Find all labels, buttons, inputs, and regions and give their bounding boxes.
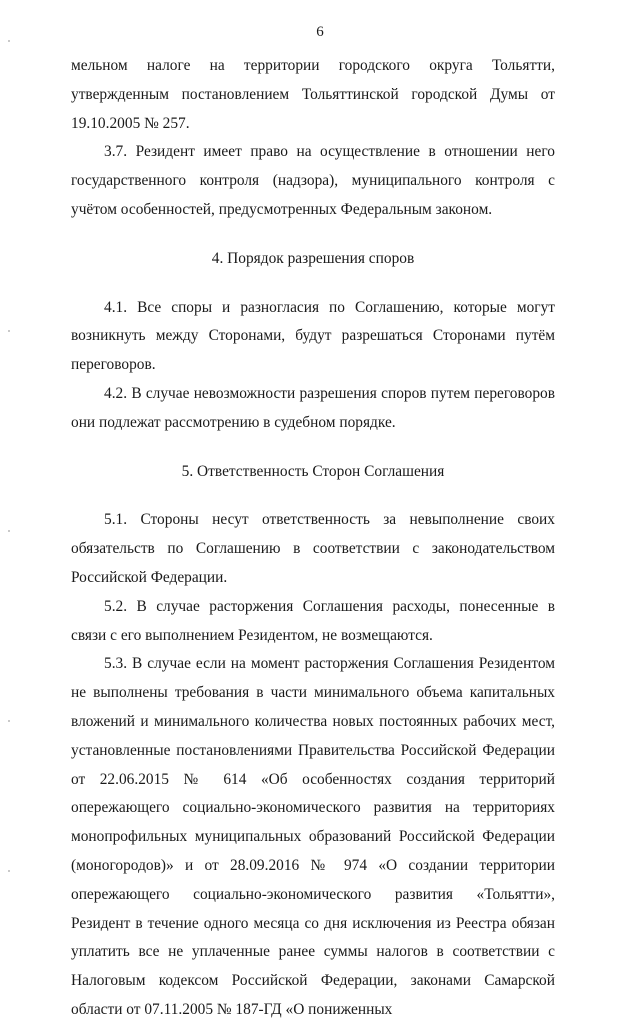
paragraph: 5.1. Стороны несут ответственность за невыполнение своих обязательств по Соглашению в соответствии с законодательством Российской Федерации.: [71, 511, 555, 586]
scan-speck: [8, 870, 10, 872]
paragraph: 4.2. В случае невозможности разрешения споров путем переговоров они подлежат рассмотрению в судебном порядке.: [71, 384, 555, 431]
scan-speck: [8, 720, 10, 722]
paragraph: 3.7. Резидент имеет право на осуществление в отношении него государственного контроля (надзора), муниципального контроля с учётом особенностей, предусмотренных Федеральным законом.: [71, 143, 555, 218]
section-heading: 5. Ответственность Сторон Соглашения: [181, 462, 445, 480]
paragraph: 5.2. В случае расторжения Соглашения расходы, понесенные в связи с его выполнением Резидентом, не возмещаются.: [71, 597, 555, 644]
scan-margin-specks: [8, 0, 12, 905]
paragraph: 4.1. Все споры и разногласия по Соглашению, которые могут возникнуть между Сторонами, будут разрешаться Сторонами путём переговоров.: [71, 298, 555, 374]
scan-speck: [8, 330, 10, 332]
paragraph: 5.3. В случае если на момент расторжения Соглашения Резидентом не выполнены требования в части минимального объема капитальных вложений и минимального количества новых постоянных рабочих мест, установленные постановлениями Правительства Российской Федерации от 22.06.2015 № 614 «Об особенностях создания территорий опережающего социально-экономического развития на территориях монопрофильных муниципальных образований Российской Федерации (моногородов)» и от 28.09.2016 № 974 «О создании территории опережающего социально-экономического развития «Тольятти», Резидент в течение одного месяца со дня исключения из Реестра обязан уплатить все не уплаченные ранее суммы налогов в соответствии с Налоговым кодексом Российской Федерации, законами Самарской области от 07.11.2005 № 187-ГД «О пониженных: [71, 655, 555, 1018]
section-heading: 4. Порядок разрешения споров: [211, 249, 415, 267]
document-body: [71, 52, 555, 1025]
page-number: 6: [316, 24, 324, 40]
paragraph: мельном налоге на территории городского округа Тольятти, утвержденным постановлением Тольяттинской городской Думы от 19.10.2005 № 257.: [71, 57, 555, 132]
scan-speck: [8, 530, 10, 532]
